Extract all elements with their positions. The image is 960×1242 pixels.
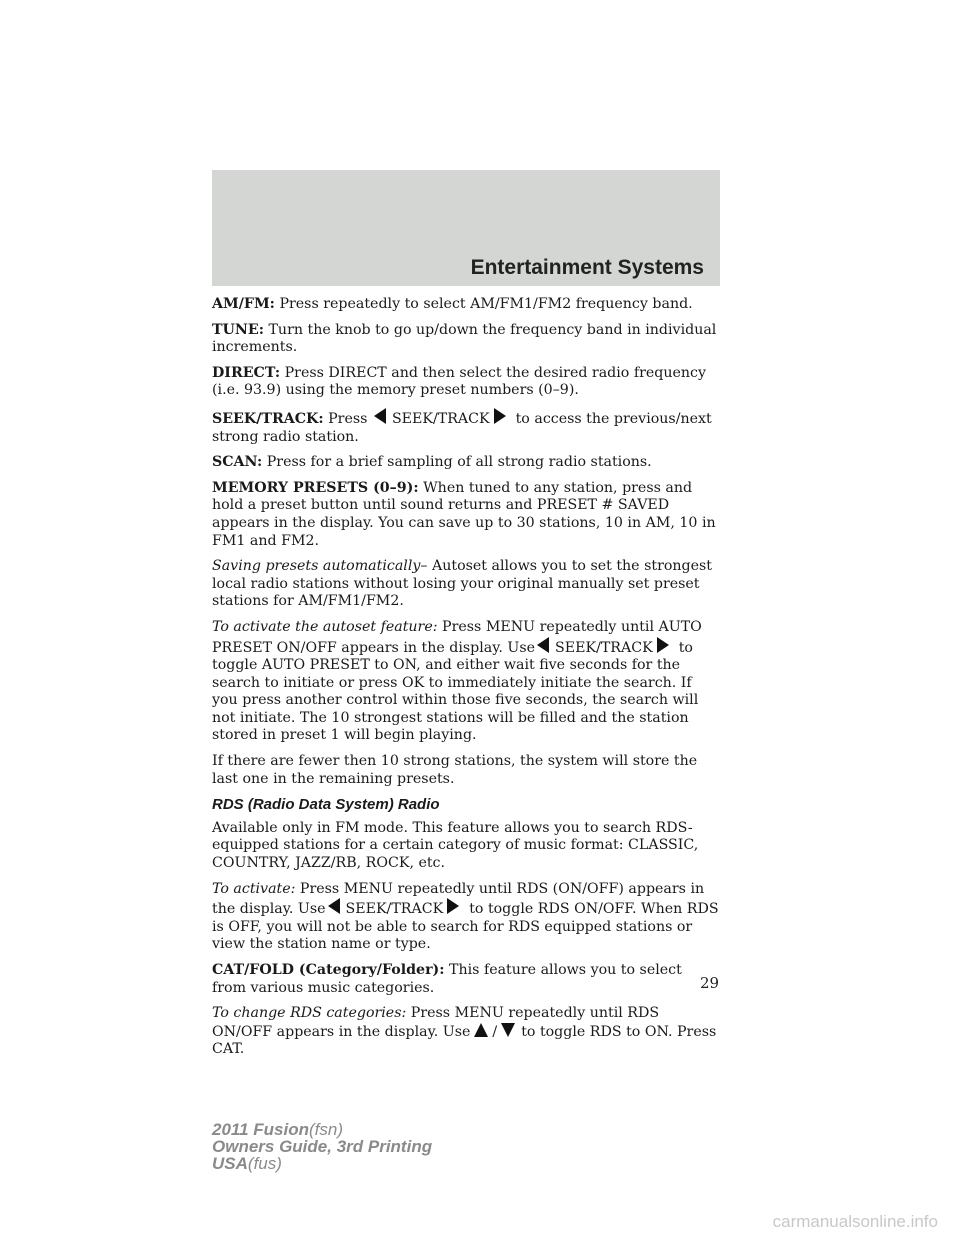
paragraph-tune xyxy=(212,322,720,357)
paragraph-rds-change xyxy=(212,1005,720,1059)
term-label: AM/FM: xyxy=(212,296,275,312)
italic-label: Saving presets automatically xyxy=(212,558,421,575)
term-text: When tuned to any station, press and hold a preset button until sound returns and PRESET # SAVED appears in the display. You can save up to 30 stations, 10 in AM, 10 in FM1 and FM2. xyxy=(212,479,716,549)
seek-right-icon xyxy=(657,637,669,653)
document-footer xyxy=(212,1121,432,1172)
term-text: to toggle RDS ON/OFF. When RDS is OFF, you will not be able to search for RDS equipped stations or view the station name or type. xyxy=(212,901,719,953)
term-text: Press repeatedly to select AM/FM1/FM2 frequency band. xyxy=(279,296,693,312)
term-label: MEMORY PRESETS (0–9): xyxy=(212,479,419,496)
term-text: Press for a brief sampling of all strong radio stations. xyxy=(266,454,652,471)
footer-market-code: (fus) xyxy=(247,1154,282,1173)
seek-left-icon xyxy=(374,408,386,424)
seek-right-icon xyxy=(447,898,459,914)
term-text: Available only in FM mode. This feature allows you to search RDS-equipped stations for a certain category of music format: CLASSIC, COUNTRY, JAZZ/RB, ROCK, etc. xyxy=(212,819,699,872)
paragraph-catfold xyxy=(212,962,720,997)
term-text: This feature allows you to select from various music categories. xyxy=(212,962,682,996)
footer-model: 2011 Fusion xyxy=(212,1120,309,1139)
term-text: Press DIRECT and then select the desired radio frequency (i.e. 93.9) using the memory preset numbers (0–9). xyxy=(212,364,706,399)
paragraph-memory-presets xyxy=(212,480,720,550)
section-header-band xyxy=(212,170,720,286)
footer-model-code: (fsn) xyxy=(309,1120,343,1139)
paragraph-scan xyxy=(212,454,720,472)
rds-heading: RDS (Radio Data System) Radio xyxy=(212,796,440,814)
watermark: carmanualsonline.info xyxy=(772,1212,938,1231)
term-text: Press MENU repeatedly until AUTO PRESET ON/OFF appears in the display. Use xyxy=(212,618,702,656)
paragraph-direct xyxy=(212,365,720,400)
footer-line-2: Owners Guide, 3rd Printing xyxy=(212,1137,433,1156)
button-name: SEEK/TRACK xyxy=(555,639,653,656)
term-text: Press xyxy=(328,410,368,427)
paragraph-rds-intro xyxy=(212,820,720,873)
term-text: to toggle AUTO PRESET to ON, and either wait five seconds for the search to initiate or press OK to immediately initiate the search. If you press another control within those five seconds, the search will not initiate. The 10 strongest stations will be filled and the station stored in preset 1 will begin playing. xyxy=(212,639,699,744)
paragraph-rds-activate xyxy=(212,881,720,954)
arrow-up-icon xyxy=(474,1023,488,1037)
page-number: 29 xyxy=(700,974,720,992)
seek-right-icon xyxy=(494,408,506,424)
paragraph-activate-autoset xyxy=(212,619,720,745)
seek-left-icon xyxy=(537,637,549,653)
section-title: Entertainment Systems xyxy=(470,256,704,279)
term-text: Turn the knob to go up/down the frequency band in individual increments. xyxy=(212,321,717,356)
italic-label: To change RDS categories: xyxy=(212,1005,407,1022)
italic-label: To activate: xyxy=(212,880,296,897)
italic-label: To activate the autoset feature: xyxy=(212,618,438,635)
footer-line-3 xyxy=(212,1155,432,1172)
term-label: TUNE: xyxy=(212,321,264,338)
slash-text: / xyxy=(492,1023,498,1040)
term-label: SEEK/TRACK: xyxy=(212,410,324,427)
term-text: Press MENU repeatedly until RDS (ON/OFF) appears in the display. Use xyxy=(212,880,705,918)
paragraph-fewer-stations xyxy=(212,753,720,788)
term-text: If there are fewer then 10 strong stations, the system will store the last one in the remaining presets. xyxy=(212,753,698,787)
term-label: CAT/FOLD (Category/Folder): xyxy=(212,962,445,978)
paragraph-saving-presets xyxy=(212,558,720,611)
term-label: SCAN: xyxy=(212,454,263,471)
term-text: to toggle RDS to ON. Press CAT. xyxy=(212,1023,717,1058)
button-name: SEEK/TRACK xyxy=(391,410,490,427)
footer-market: USA xyxy=(212,1154,248,1173)
paragraph-seek xyxy=(212,408,720,446)
term-text: Press MENU repeatedly until RDS ON/OFF appears in the display. Use xyxy=(212,1005,660,1040)
term-text: to access the previous/next strong radio station. xyxy=(212,410,712,445)
button-name: SEEK/TRACK xyxy=(345,901,444,918)
term-text: – Autoset allows you to set the strongest local radio stations without losing your original manually set preset stations for AM/FM1/FM2. xyxy=(212,558,712,610)
arrow-down-icon xyxy=(501,1023,515,1037)
page-content xyxy=(212,296,720,1067)
term-label: DIRECT: xyxy=(212,364,281,381)
seek-left-icon xyxy=(328,898,340,914)
paragraph-amfm xyxy=(212,296,720,314)
footer-line-1 xyxy=(212,1121,432,1138)
